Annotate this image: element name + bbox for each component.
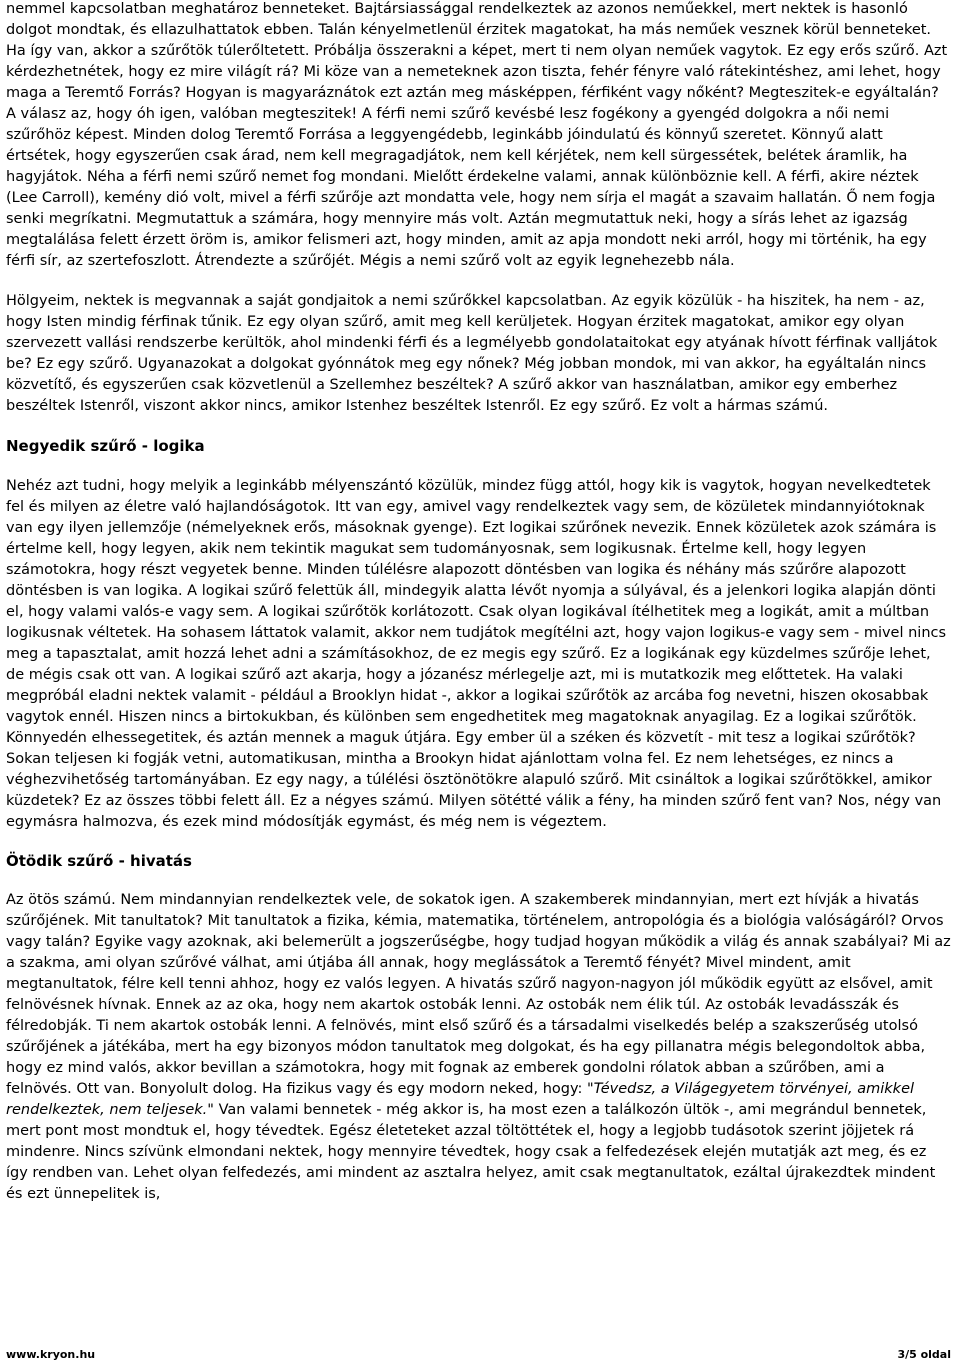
paragraph-logic-filter: Nehéz azt tudni, hogy melyik a leginkább mélyenszántó közülük, mindez függ attól, hogy kik is vagytok, hogyan nevelkedtetek fel és milyen az életre való hajlandóságotok. Itt van egy, amivel vagy rendelkeztek vagy sem, de közületek mindannyiótoknak van egy ilyen jellemzője (némelyeknek erős, másoknak gyenge). Ezt logikai szűrőnek nevezik. Ennek közületek azok számára is értelme kell, hogy legyen, akik nem tekintik magukat sem tudományosnak, sem logikusnak. Értelme kell, hogy legyen számotokra, hogy részt vegyetek benne. Minden túlélésre alapozott döntésben van logika és néhány más szűrőre alapozott döntésben is van logika. A logikai szűrő felettük áll, mindegyik alatta lévőt nyomja a súlyával, és a jelenkori logika alapján dönti el, hogy valami valós-e vagy sem. A logikai szűrőtök korlátozott. Csak olyan logikával ítélhetitek meg a logikát, amit a múltban logikusnak véltetek. Ha sohasem láttatok valamit, akkor nem tudjátok megítélni azt, hogy vajon logikus-e vagy sem - mivel nincs meg a tapasztalat, amit hozzá lehet adni a számításokhoz, de ez megis egy szűrő. Ez a logikának egy küzdelmes szűrője lehet, de mégis csak ott van. A logikai szűrő azt akarja, hogy a józanész mérlegelje azt, mi is mutatkozik meg előttetek. Ha valaki megpróbál eladni nektek valamit - például a Brooklyn hidat -, akkor a logikai szűrőtök az arcába fog nevetni, hiszen okosabbak vagytok ennél. Hiszen nincs a birtokukban, és különben sem engedhetitek meg magatoknak anyagilag. Ez a logikai szűrőtök. Könnyedén elhessegetitek, és aztán mennek a maguk útjára. Egy ember ül a széken és közvetít - mit tesz a logikai szűrőtök? Sokan teljesen ki fogják vetni, automatikusan, mintha a Brookyn hidat ajánlottam volna fel. Ez nem lehetséges, ez nincs a véghezvihetőség tartományában. Ez egy nagy, a túlélési ösztönötökre alapuló szűrő. Mit csináltok a logikai szűrőtökkel, amikor küzdetek? Ez az összes többi felett áll. Ez a négyes számú. Milyen sötétté válik a fény, ha minden szűrő fent van? Nos, négy van egymásra halmozva, és ezek mind módosítják egymást, és még nem is végeztem.	[6, 478, 947, 830]
page-footer	[6, 1348, 951, 1364]
heading-fourth-filter: Negyedik szűrő - logika	[6, 437, 205, 455]
paragraph-gender-filter: nemmel kapcsolatban meghatároz benneteket. Bajtársiassággal rendelkeztek az azonos neműekkel, mert nektek is hasonló dolgot mondtak, és ellazulhattatok ebben. Talán kényelmetlenül érzitek magatokat, ha más neműek vesznek körül benneteket. Ha így van, akkor a szűrőtök túlerőltetett. Próbálja összerakni a képet, mert ti nem olyan neműek vagytok. Ez egy erős szűrő. Azt kérdezhetnétek, hogy ez mire világít rá? Mi köze van a nemeteknek azon tiszta, fehér fényre való rátekintéshez, ami lehet, hogy maga a Teremtő Forrás? Hogyan is magyaráznátok ezt aztán meg másképpen, férfiként vagy nőként? Megteszitek-e egyáltalán? A válasz az, hogy óh igen, valóban megteszitek! A férfi nemi szűrő kevésbé lesz fogékony a gyengéd dolgokra a női nemi szűrőhöz képest. Minden dolog Teremtő Forrása a leggyengédebb, leginkább jóindulatú és könnyű szeretet. Könnyű alatt értsétek, hogy egyszerűen csak árad, nem kell megragadjátok, nem kell kérjétek, nem kell sürgessétek, belétek áramlik, ha hagyjátok. Néha a férfi nemi szűrő nemet fog mondani. Mielőtt érdekelne valami, annak különböznie kell. A férfi, akire néztek (Lee Carroll), kemény dió volt, mivel a férfi szűrője azt mondatta vele, hogy nem sírja el magát a szavaim hallatán. Ő nem fogja senki megríkatni. Megmutattuk a számára, hogy mennyire más volt. Aztán megmutattuk neki, hogy a sírás lehet az igazság megtalálása felett érzett öröm is, amikor felismeri azt, hogy minden, amit az apja mondott neki arról, hogy mi történik, ha egy férfi sír, az szertefoszlott. Átrendezte a szűrőjét. Mégis a nemi szűrő volt az egyik legnehezebb nála.	[6, 1, 948, 269]
footer-page-number: 3/5 oldal	[897, 1348, 951, 1361]
paragraph-profession-filter	[6, 890, 952, 1205]
footer-site-link[interactable]: www.kryon.hu	[6, 1348, 96, 1361]
paragraph-text-end: Van valami bennetek - még akkor is, ha most ezen a találkozón ültök -, ami megrándul bennetek, mert pont most mondtuk el, hogy tévedtek. Egész életeteket azzal töltöttétek el, hogy a legjobb tudásotok szerint jöjjetek rá mindenre. Nincs szívünk elmondani nektek, hogy mennyire tévedtek, hogy csak a felfedezések elején mutatják azt meg, és ez így rendben van. Lehet olyan felfedezés, ami mindent az asztalra helyez, amit csak megtanultatok, ezáltal újrakezdtek mindent és ezt ünnepelitek is,	[6, 1102, 936, 1202]
heading-fifth-filter: Ötödik szűrő - hivatás	[6, 852, 192, 870]
document-page	[6, 0, 952, 1205]
paragraph-women-filter: Hölgyeim, nektek is megvannak a saját gondjaitok a nemi szűrőkkel kapcsolatban. Az egyik közülük - ha hiszitek, ha nem - az, hogy Isten mindig férfinak tűnik. Ez egy olyan szűrő, amit meg kell kerüljetek. Hogyan érzitek magatokat, amikor egy olyan szervezett vallási rendszerbe kerültök, ahol mindenki férfi és a legmélyebb gondolataitokat egy atyának hívott férfinak valljátok be? Ez egy szűrő. Ugyanazokat a dolgokat gyónnátok meg egy nőnek? Még jobban mondok, mi van akkor, ha egyáltalán nincs közvetítő, és egyszerűen csak közvetlenül a Szellemhez beszéltek? A szűrő akkor van használatban, amikor egy emberhez beszéltek Istenről, viszont akkor nincs, amikor Istenhez beszéltek Istenről. Ez egy szűrő. Ez volt a hármas számú.	[6, 293, 938, 414]
italic-quote: "Tévedsz, a Világegyetem törvényei, amikkel rendelkeztek, nem teljesek."	[6, 1081, 915, 1118]
paragraph-text-start: Az ötös számú. Nem mindannyian rendelkeztek vele, de sokatok igen. A szakemberek mindannyian, mert ezt hívják a hivatás szűrőjének. Mit tanultatok? Mit tanultatok a fizika, kémia, matematika, történelem, antropológia és a biológia valóságáról? Orvos vagy talán? Egyike vagy azoknak, aki belemerült a jogszerűségbe, hogy tudjad hogyan működik a világ és annak szabályai? Mi az a szakma, ami olyan szűrővé válhat, ami útjába áll annak, hogy meglássátok a Teremtő fényét? Mivel mindent, amit megtanultatok, félre kell tenni ahhoz, hogy ez valós legyen. A hivatás szűrő nagyon-nagyon jól működik együtt az elsővel, amit felnövésnek hívnak. Ennek az az oka, hogy nem akartok ostobák lenni. Az ostobák nem élik túl. Az ostobák levadásszák és félredobják. Ti nem akartok ostobák lenni. A felnövés, mint első szűrő és a társadalmi viselkedés belép a szakszerűség utolsó szűrőjének a játékába, mert ha egy bizonyos módon tanultatok meg dolgokat, és ha egy pillanatra mégis belegondoltok abba, hogy ez mind valós, akkor bevillan a számotokra, hogy mit fognak az emberek gondolni rólatok abban a szűrőben, ami a felnövés. Ott van. Bonyolult dolog. Ha fizikus vagy és egy modorn neked, hogy:	[6, 892, 951, 1097]
